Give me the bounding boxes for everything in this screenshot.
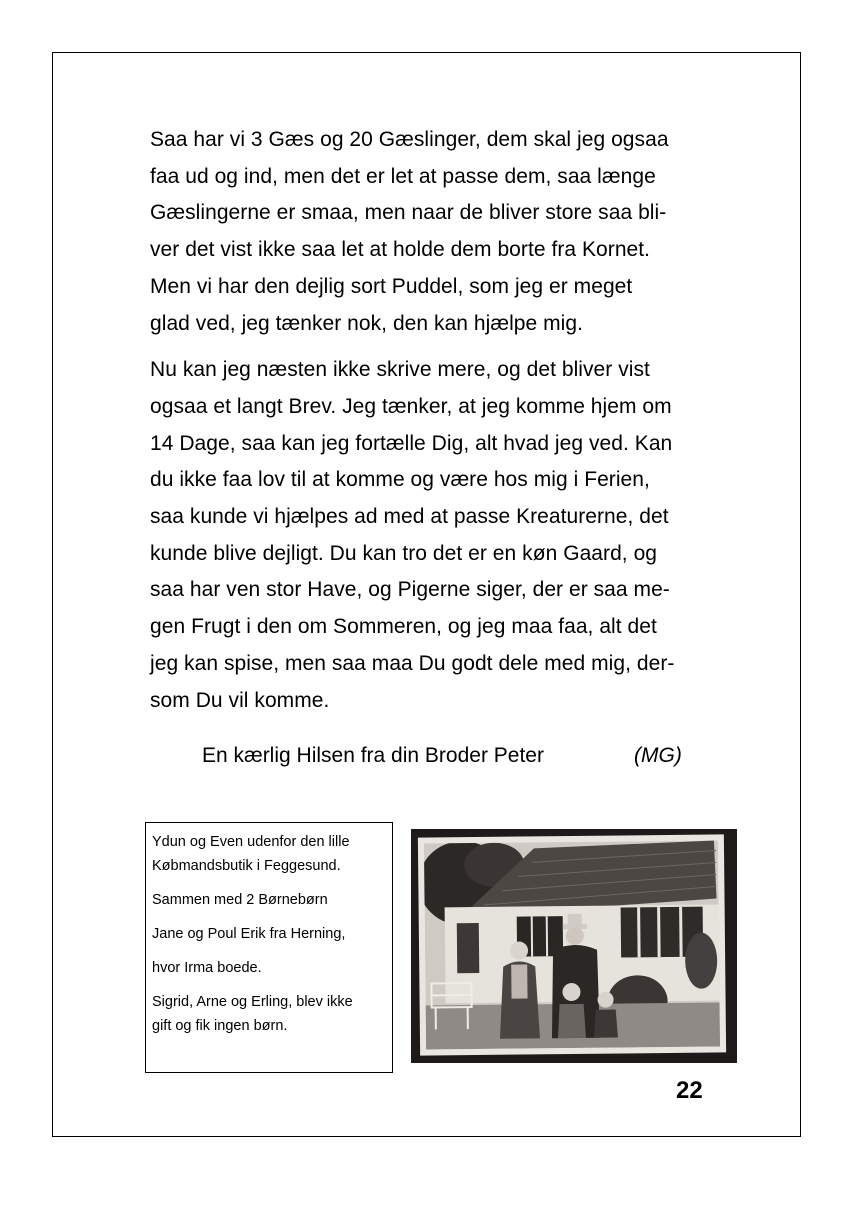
text-line: Men vi har den dejlig sort Puddel, som jeg er meget [150, 274, 633, 298]
text-line: som Du vil komme. [150, 688, 330, 712]
caption-line: Ydun og Even udenfor den lille [152, 834, 350, 850]
page-number: 22 [676, 1077, 703, 1104]
text-line: Nu kan jeg næsten ikke skrive mere, og det bliver vist [150, 358, 650, 382]
caption-paragraph [152, 888, 386, 912]
caption-line: Købmandsbutik i Feggesund. [152, 858, 341, 874]
text-line: 14 Dage, saa kan jeg fortælle Dig, alt hvad jeg ved. Kan [150, 431, 673, 455]
author-initials: (MG) [634, 744, 682, 767]
text-line: glad ved, jeg tænker nok, den kan hjælpe mig. [150, 311, 584, 335]
paragraph-2 [150, 352, 730, 719]
caption-line: Jane og Poul Erik fra Herning, [152, 926, 346, 942]
text-line: ver det vist ikke saa let at holde dem borte fra Kornet. [150, 238, 651, 262]
caption-paragraph [152, 922, 386, 946]
text-line: saa har ven stor Have, og Pigerne siger, der er saa me- [150, 578, 670, 602]
family-photo [411, 829, 737, 1063]
caption-line: gift og fik ingen børn. [152, 1018, 288, 1034]
caption-line: Sammen med 2 Børnebørn [152, 892, 328, 908]
letter-body [150, 122, 730, 729]
text-line: Saa har vi 3 Gæs og 20 Gæslinger, dem skal jeg ogsaa [150, 128, 669, 151]
caption-line: Sigrid, Arne og Erling, blev ikke [152, 994, 353, 1010]
signoff-text: En kærlig Hilsen fra din Broder Peter [202, 744, 544, 767]
photo-illustration [424, 840, 720, 1049]
paragraph-1 [150, 122, 730, 342]
caption-line: hvor Irma boede. [152, 960, 262, 976]
caption-paragraph [152, 956, 386, 980]
text-line: saa kunde vi hjælpes ad med at passe Kreaturerne, det [150, 505, 669, 529]
photo-print [418, 834, 726, 1055]
door [457, 923, 480, 973]
caption-paragraph [152, 830, 386, 878]
caption-paragraph [152, 990, 386, 1038]
text-line: ogsaa et langt Brev. Jeg tænker, at jeg komme hjem om [150, 394, 672, 418]
text-line: jeg kan spise, men saa maa Du godt dele med mig, der- [150, 651, 675, 675]
text-line: faa ud og ind, men det er let at passe dem, saa længe [150, 164, 656, 188]
text-line: gen Frugt i den om Sommeren, og jeg maa faa, alt det [150, 615, 657, 639]
text-line: du ikke faa lov til at komme og være hos mig i Ferien, [150, 468, 650, 492]
photo-caption-box [145, 822, 393, 1073]
text-line: Gæslingerne er smaa, men naar de bliver store saa bli- [150, 201, 667, 225]
text-line: kunde blive dejligt. Du kan tro det er en køn Gaard, og [150, 541, 658, 565]
